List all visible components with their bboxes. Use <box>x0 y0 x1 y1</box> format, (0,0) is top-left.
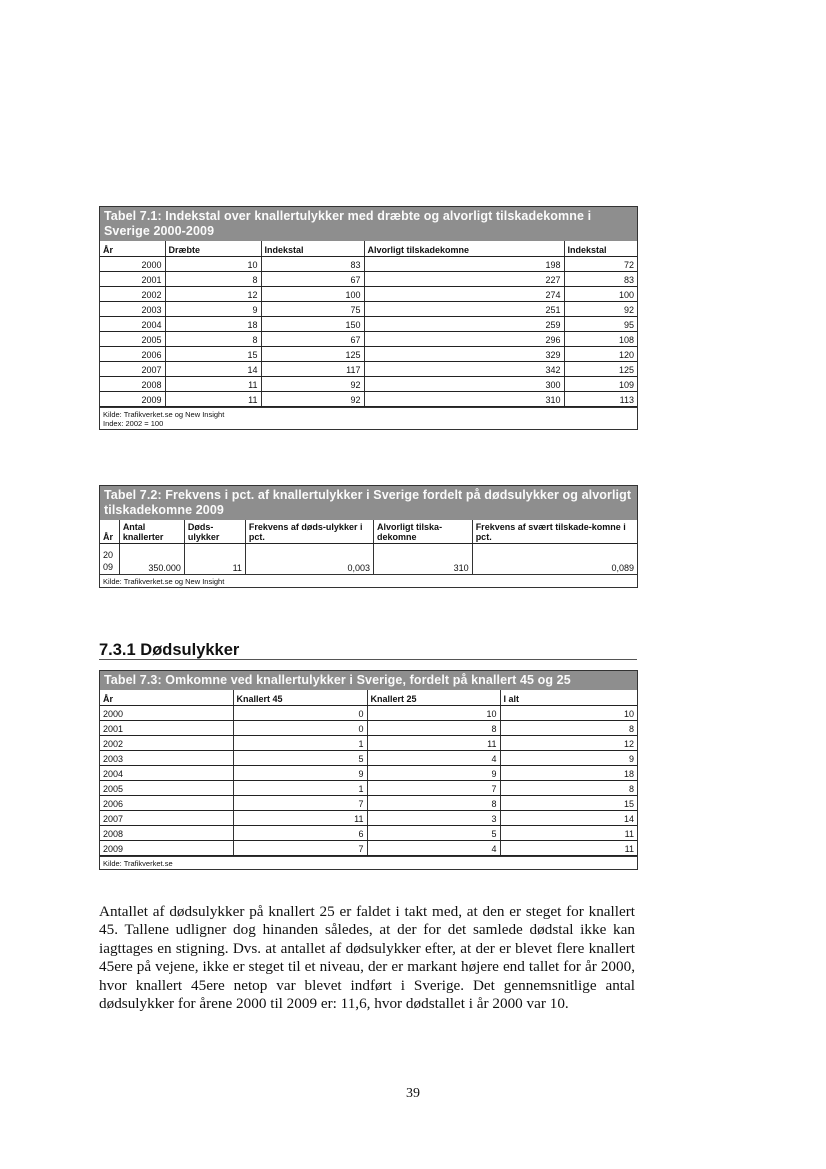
col-header: År <box>100 690 233 705</box>
table-7-3-grid <box>100 690 637 856</box>
col-header: År <box>100 241 165 256</box>
col-header: Antal knallerter <box>119 520 184 544</box>
cell: 5 <box>367 825 500 840</box>
source-text: Kilde: Trafikverket.se og New Insight <box>103 409 225 419</box>
col-header: I alt <box>500 690 637 705</box>
table-caption: Tabel 7.1: Indekstal over knallertulykker med dræbte og alvorligt tilskadekomne i Sverige 2000-2009 <box>100 207 637 241</box>
cell: 9 <box>500 750 637 765</box>
cell: 4 <box>367 750 500 765</box>
cell: 8 <box>165 331 261 346</box>
cell: 11 <box>184 544 245 574</box>
table-row <box>100 795 637 810</box>
table-row <box>100 286 637 301</box>
table-caption: Tabel 7.2: Frekvens i pct. af knallertulykker i Sverige fordelt på dødsulykker og alvorligt tilskadekomne 2009 <box>100 486 637 520</box>
cell-year: 2000 <box>100 705 233 720</box>
cell: 9 <box>233 765 367 780</box>
table-row <box>100 256 637 271</box>
col-header: Knallert 45 <box>233 690 367 705</box>
cell: 67 <box>261 271 364 286</box>
table-7-1 <box>99 206 638 430</box>
cell: 10 <box>367 705 500 720</box>
table-source <box>100 407 637 429</box>
cell: 95 <box>564 316 637 331</box>
cell: 83 <box>564 271 637 286</box>
table-row <box>100 720 637 735</box>
table-row <box>100 705 637 720</box>
cell: 274 <box>364 286 564 301</box>
cell: 11 <box>367 735 500 750</box>
cell: 310 <box>364 391 564 406</box>
cell: 125 <box>261 346 364 361</box>
table-source <box>100 574 637 587</box>
cell: 14 <box>500 810 637 825</box>
cell: 5 <box>233 750 367 765</box>
cell: 251 <box>364 301 564 316</box>
cell: 67 <box>261 331 364 346</box>
cell-year: 2003 <box>100 750 233 765</box>
col-header: Døds-ulykker <box>184 520 245 544</box>
cell: 109 <box>564 376 637 391</box>
cell: 11 <box>165 376 261 391</box>
table-row <box>100 840 637 855</box>
cell: 0 <box>233 720 367 735</box>
cell: 329 <box>364 346 564 361</box>
cell: 92 <box>261 391 364 406</box>
cell: 11 <box>165 391 261 406</box>
section-divider <box>99 659 637 660</box>
source-text: Kilde: Trafikverket.se <box>103 858 173 868</box>
cell-year: 2009 <box>100 391 165 406</box>
cell: 1 <box>233 735 367 750</box>
cell: 4 <box>367 840 500 855</box>
table-7-3 <box>99 670 638 870</box>
cell-year: 2005 <box>100 780 233 795</box>
cell: 120 <box>564 346 637 361</box>
table-row <box>100 765 637 780</box>
table-row <box>100 391 637 406</box>
table-row <box>100 750 637 765</box>
cell-year: 2001 <box>100 271 165 286</box>
col-header: Alvorligt tilska-dekomne <box>374 520 473 544</box>
col-header: Indekstal <box>564 241 637 256</box>
cell: 113 <box>564 391 637 406</box>
cell-year: 2006 <box>100 346 165 361</box>
cell: 75 <box>261 301 364 316</box>
col-header: Indekstal <box>261 241 364 256</box>
table-row <box>100 810 637 825</box>
cell: 8 <box>165 271 261 286</box>
page-number: 39 <box>406 1086 420 1101</box>
table-header-row <box>100 520 637 544</box>
cell: 310 <box>374 544 473 574</box>
cell: 8 <box>500 720 637 735</box>
table-row <box>100 376 637 391</box>
cell-year: 2000 <box>100 256 165 271</box>
section-title: 7.3.1 Dødsulykker <box>99 641 240 659</box>
cell: 259 <box>364 316 564 331</box>
table-row <box>100 825 637 840</box>
cell-year: 2008 <box>100 825 233 840</box>
table-row <box>100 316 637 331</box>
cell: 350.000 <box>119 544 184 574</box>
table-row <box>100 735 637 750</box>
cell-year: 2004 <box>100 316 165 331</box>
cell-year: 2006 <box>100 795 233 810</box>
cell: 10 <box>500 705 637 720</box>
cell: 12 <box>165 286 261 301</box>
cell: 7 <box>233 795 367 810</box>
cell: 198 <box>364 256 564 271</box>
cell: 9 <box>367 765 500 780</box>
cell: 227 <box>364 271 564 286</box>
table-row <box>100 544 637 574</box>
table-7-2-grid <box>100 520 637 574</box>
cell: 100 <box>261 286 364 301</box>
cell: 8 <box>367 795 500 810</box>
cell-year: 2008 <box>100 376 165 391</box>
table-caption: Tabel 7.3: Omkomne ved knallertulykker i Sverige, fordelt på knallert 45 og 25 <box>100 671 637 690</box>
cell: 342 <box>364 361 564 376</box>
cell: 0 <box>233 705 367 720</box>
cell: 83 <box>261 256 364 271</box>
table-7-2 <box>99 485 638 588</box>
cell: 1 <box>233 780 367 795</box>
col-header: Knallert 25 <box>367 690 500 705</box>
cell-year: 2005 <box>100 331 165 346</box>
col-header: År <box>100 520 119 544</box>
cell: 117 <box>261 361 364 376</box>
col-header: Frekvens af svært tilskade-komne i pct. <box>472 520 637 544</box>
cell: 10 <box>165 256 261 271</box>
cell: 11 <box>233 810 367 825</box>
cell: 3 <box>367 810 500 825</box>
cell: 300 <box>364 376 564 391</box>
body-paragraph: Antallet af dødsulykker på knallert 25 er faldet i takt med, at den er steget for knallert 45. Tallene udligner dog hinanden således, at der for det samlede dødstal ikke kan iagttages en stigning. Dvs. at antallet af dødsulykker efter, at der er blevet flere knallert 45ere på vejene, ikke er steget til et niveau, der er markant højere end tallet for år 2000, hvor knallert 45ere netop var blevet indført i Sverige. Det gennemsnitlige antal dødsulykker for årene 2000 til 2009 er: 11,6, hvor dødstallet i år 2000 var 10. <box>99 903 635 1013</box>
cell-year: 2002 <box>100 286 165 301</box>
cell-year: 2009 <box>100 840 233 855</box>
cell: 92 <box>261 376 364 391</box>
source-text: Kilde: Trafikverket.se og New Insight <box>103 576 225 586</box>
cell: 0,003 <box>245 544 373 574</box>
cell-year: 2001 <box>100 720 233 735</box>
table-row <box>100 780 637 795</box>
cell: 8 <box>367 720 500 735</box>
cell: 296 <box>364 331 564 346</box>
cell: 11 <box>500 840 637 855</box>
cell: 0,089 <box>611 562 634 573</box>
cell: 7 <box>233 840 367 855</box>
cell-year: 2003 <box>100 301 165 316</box>
cell-year: 2007 <box>100 810 233 825</box>
table-row <box>100 271 637 286</box>
cell: 92 <box>564 301 637 316</box>
cell-year: 2004 <box>100 765 233 780</box>
cell: 125 <box>564 361 637 376</box>
cell: 18 <box>165 316 261 331</box>
table-row <box>100 301 637 316</box>
table-row <box>100 361 637 376</box>
index-note: Index: 2002 = 100 <box>103 418 164 428</box>
cell: 15 <box>165 346 261 361</box>
cell: 14 <box>165 361 261 376</box>
table-source <box>100 856 637 869</box>
cell: 150 <box>261 316 364 331</box>
cell: 6 <box>233 825 367 840</box>
col-header: Frekvens af døds-ulykker i pct. <box>245 520 373 544</box>
col-header: Dræbte <box>165 241 261 256</box>
cell: 9 <box>165 301 261 316</box>
table-header-row <box>100 241 637 256</box>
cell: 108 <box>564 331 637 346</box>
cell-year: 2007 <box>100 361 165 376</box>
cell: 8 <box>500 780 637 795</box>
table-7-1-grid <box>100 241 637 407</box>
cell: 7 <box>367 780 500 795</box>
cell: 18 <box>500 765 637 780</box>
cell: 12 <box>500 735 637 750</box>
cell: 15 <box>500 795 637 810</box>
cell: 100 <box>564 286 637 301</box>
col-header: Alvorligt tilskadekomne <box>364 241 564 256</box>
table-row <box>100 346 637 361</box>
cell-year: 2009 <box>100 544 119 574</box>
table-header-row <box>100 690 637 705</box>
cell: 72 <box>564 256 637 271</box>
table-row <box>100 331 637 346</box>
cell-year: 2002 <box>100 735 233 750</box>
cell: 11 <box>500 825 637 840</box>
